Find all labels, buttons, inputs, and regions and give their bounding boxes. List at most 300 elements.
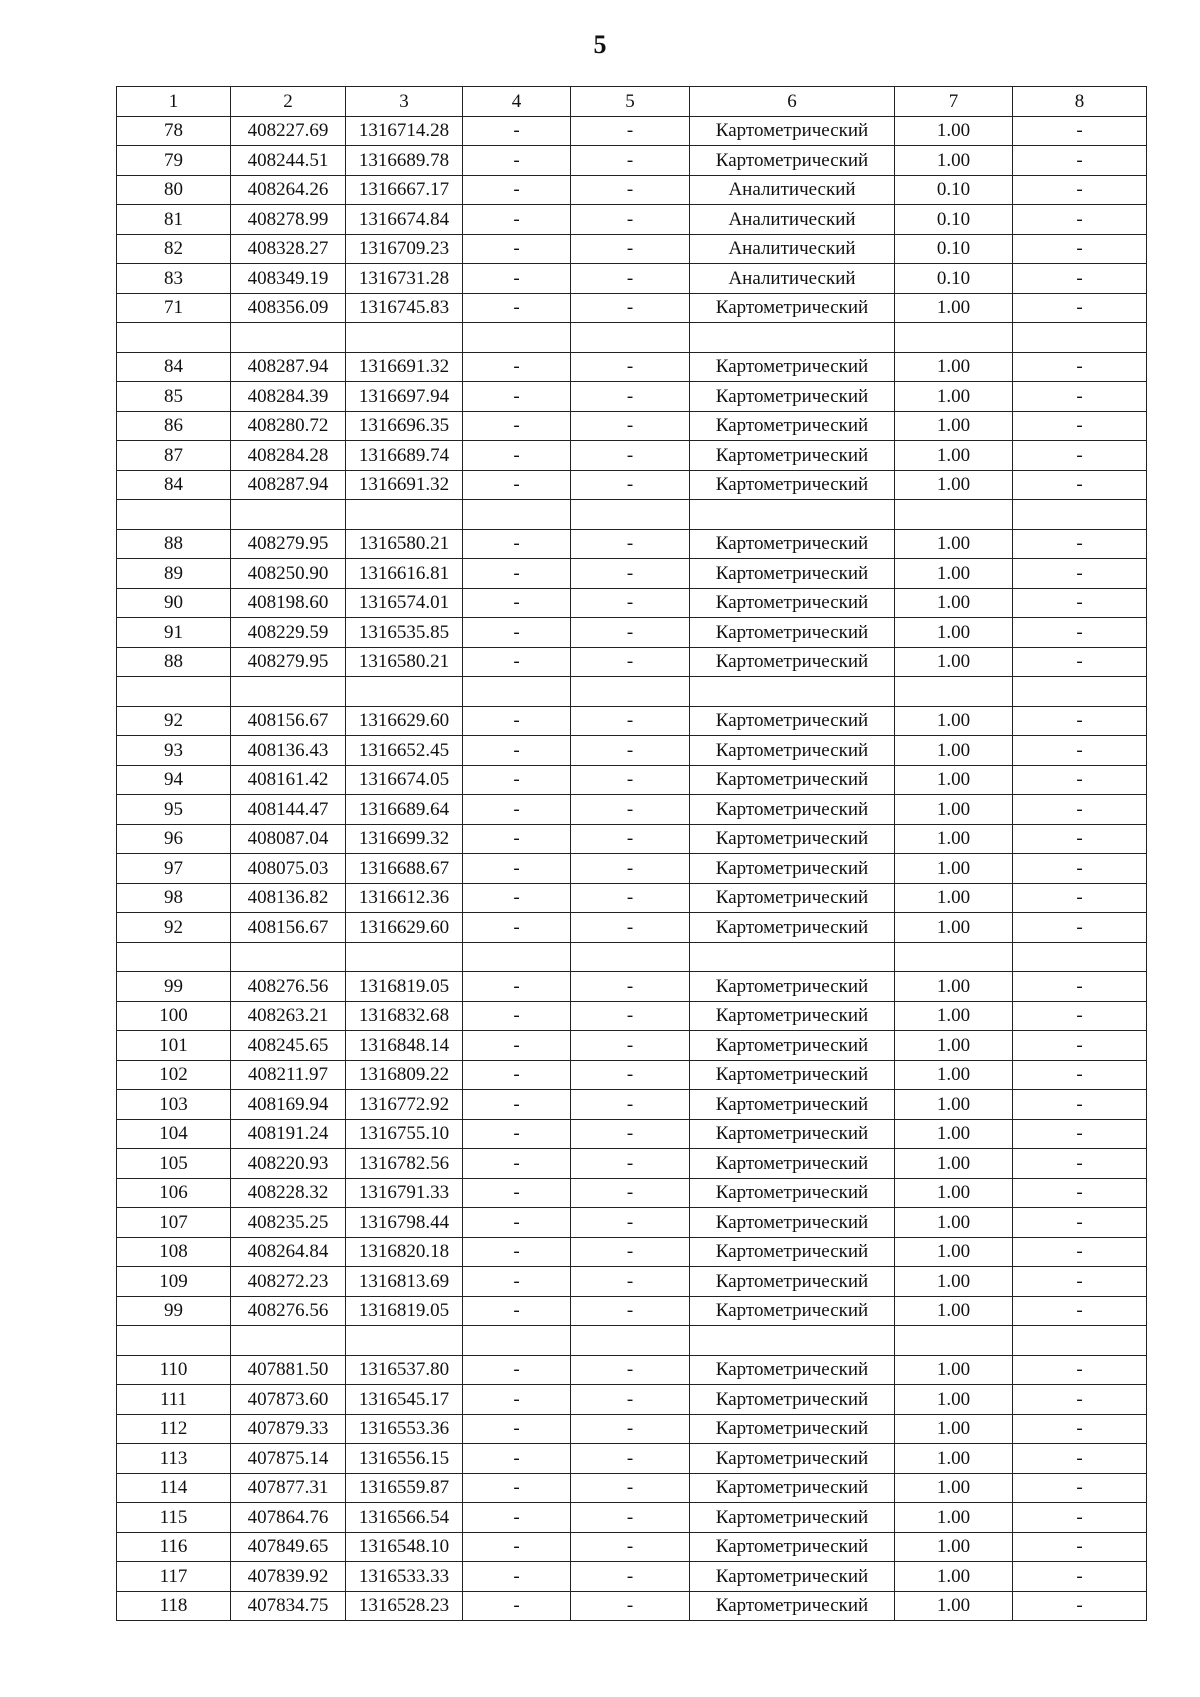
- table-cell: Картометрический: [690, 382, 895, 412]
- table-row: [117, 913, 1147, 943]
- table-cell: -: [571, 234, 690, 264]
- table-cell: -: [1013, 1296, 1147, 1326]
- table-cell: -: [1013, 1532, 1147, 1562]
- table-cell: -: [463, 146, 571, 176]
- table-cell: [117, 677, 231, 707]
- table-row: [117, 1119, 1147, 1149]
- table-cell: 107: [117, 1208, 231, 1238]
- table-cell: 1316689.74: [346, 441, 463, 471]
- table-cell: -: [571, 1237, 690, 1267]
- table-cell: 112: [117, 1414, 231, 1444]
- table-cell: -: [1013, 883, 1147, 913]
- table-row: [117, 795, 1147, 825]
- table-row: [117, 1296, 1147, 1326]
- table-cell: 91: [117, 618, 231, 648]
- table-cell: Картометрический: [690, 1178, 895, 1208]
- table-row: [117, 1503, 1147, 1533]
- table-cell: 1.00: [895, 1444, 1013, 1474]
- table-cell: -: [571, 529, 690, 559]
- table-cell: -: [463, 234, 571, 264]
- table-cell: 99: [117, 1296, 231, 1326]
- table-cell: 81: [117, 205, 231, 235]
- table-cell: -: [463, 1503, 571, 1533]
- table-cell: -: [571, 1178, 690, 1208]
- table-row: [117, 706, 1147, 736]
- table-cell: -: [463, 1591, 571, 1621]
- table-cell: 1316667.17: [346, 175, 463, 205]
- column-header: 8: [1013, 87, 1147, 117]
- table-cell: -: [463, 352, 571, 382]
- table-cell: -: [463, 1149, 571, 1179]
- table-cell: -: [1013, 765, 1147, 795]
- table-cell: -: [463, 264, 571, 294]
- table-cell: 408287.94: [231, 470, 346, 500]
- table-cell: 408227.69: [231, 116, 346, 146]
- table-cell: -: [571, 1149, 690, 1179]
- table-cell: 1316629.60: [346, 706, 463, 736]
- table-cell: [895, 500, 1013, 530]
- table-cell: 88: [117, 647, 231, 677]
- table-cell: -: [463, 411, 571, 441]
- table-cell: -: [463, 1178, 571, 1208]
- table-cell: [231, 1326, 346, 1356]
- table-cell: -: [463, 441, 571, 471]
- table-cell: 111: [117, 1385, 231, 1415]
- table-cell: Картометрический: [690, 1031, 895, 1061]
- table-cell: 1316832.68: [346, 1001, 463, 1031]
- table-cell: -: [463, 559, 571, 589]
- table-cell: Аналитический: [690, 205, 895, 235]
- table-cell: Картометрический: [690, 795, 895, 825]
- separator-row: [117, 323, 1147, 353]
- table-row: [117, 293, 1147, 323]
- table-cell: 407877.31: [231, 1473, 346, 1503]
- table-cell: 408228.32: [231, 1178, 346, 1208]
- table-cell: -: [1013, 824, 1147, 854]
- table-cell: -: [571, 588, 690, 618]
- table-cell: -: [463, 116, 571, 146]
- table-cell: 408229.59: [231, 618, 346, 648]
- table-cell: -: [1013, 1208, 1147, 1238]
- table-cell: 1316580.21: [346, 529, 463, 559]
- table-row: [117, 146, 1147, 176]
- table-row: [117, 205, 1147, 235]
- table-cell: 1.00: [895, 352, 1013, 382]
- table-cell: -: [463, 824, 571, 854]
- header-row: [117, 87, 1147, 117]
- table-cell: 408156.67: [231, 913, 346, 943]
- table-cell: -: [1013, 1001, 1147, 1031]
- table-cell: 1.00: [895, 795, 1013, 825]
- table-cell: 1.00: [895, 1355, 1013, 1385]
- table-cell: 1.00: [895, 146, 1013, 176]
- table-cell: 87: [117, 441, 231, 471]
- table-row: [117, 1060, 1147, 1090]
- table-cell: -: [571, 736, 690, 766]
- table-cell: 1316809.22: [346, 1060, 463, 1090]
- table-cell: -: [1013, 146, 1147, 176]
- table-cell: Картометрический: [690, 559, 895, 589]
- table-cell: 0.10: [895, 205, 1013, 235]
- table-cell: 118: [117, 1591, 231, 1621]
- table-cell: 88: [117, 529, 231, 559]
- table-cell: 1316612.36: [346, 883, 463, 913]
- table-cell: [231, 677, 346, 707]
- table-cell: 408235.25: [231, 1208, 346, 1238]
- table-cell: Картометрический: [690, 441, 895, 471]
- table-cell: -: [1013, 293, 1147, 323]
- table-cell: 408087.04: [231, 824, 346, 854]
- table-cell: Картометрический: [690, 1001, 895, 1031]
- table-cell: 83: [117, 264, 231, 294]
- table-row: [117, 1237, 1147, 1267]
- table-cell: 408191.24: [231, 1119, 346, 1149]
- table-cell: 408211.97: [231, 1060, 346, 1090]
- table-cell: -: [571, 205, 690, 235]
- table-cell: -: [463, 913, 571, 943]
- table-cell: -: [1013, 706, 1147, 736]
- table-row: [117, 647, 1147, 677]
- table-cell: 1.00: [895, 1267, 1013, 1297]
- table-cell: -: [571, 706, 690, 736]
- table-cell: 408356.09: [231, 293, 346, 323]
- table-cell: [895, 942, 1013, 972]
- table-cell: -: [463, 1060, 571, 1090]
- column-header: 3: [346, 87, 463, 117]
- table-row: [117, 1178, 1147, 1208]
- table-cell: -: [571, 1591, 690, 1621]
- table-cell: 99: [117, 972, 231, 1002]
- table-cell: Картометрический: [690, 972, 895, 1002]
- table-cell: 1.00: [895, 765, 1013, 795]
- table-row: [117, 1267, 1147, 1297]
- table-cell: 407879.33: [231, 1414, 346, 1444]
- table-cell: 117: [117, 1562, 231, 1592]
- table-cell: Картометрический: [690, 1414, 895, 1444]
- table-body: [117, 116, 1147, 1621]
- column-header: 1: [117, 87, 231, 117]
- table-cell: 1316782.56: [346, 1149, 463, 1179]
- table-cell: -: [463, 1031, 571, 1061]
- table-cell: Картометрический: [690, 1503, 895, 1533]
- table-cell: Картометрический: [690, 588, 895, 618]
- table-cell: -: [463, 382, 571, 412]
- table-cell: 408264.84: [231, 1237, 346, 1267]
- table-cell: 1316556.15: [346, 1444, 463, 1474]
- table-cell: -: [1013, 234, 1147, 264]
- table-cell: 0.10: [895, 234, 1013, 264]
- column-header: 7: [895, 87, 1013, 117]
- table-cell: 1316709.23: [346, 234, 463, 264]
- table-cell: 1316535.85: [346, 618, 463, 648]
- table-cell: Картометрический: [690, 913, 895, 943]
- table-row: [117, 765, 1147, 795]
- table-cell: -: [1013, 352, 1147, 382]
- table-cell: -: [571, 411, 690, 441]
- table-cell: 1316691.32: [346, 352, 463, 382]
- table-cell: -: [1013, 116, 1147, 146]
- table-cell: -: [1013, 382, 1147, 412]
- table-cell: [571, 323, 690, 353]
- table-cell: [1013, 500, 1147, 530]
- table-cell: -: [1013, 1119, 1147, 1149]
- table-cell: 1.00: [895, 1060, 1013, 1090]
- table-cell: [1013, 677, 1147, 707]
- table-row: [117, 116, 1147, 146]
- table-cell: Картометрический: [690, 529, 895, 559]
- table-cell: 98: [117, 883, 231, 913]
- table-cell: -: [463, 1090, 571, 1120]
- table-row: [117, 234, 1147, 264]
- table-cell: 1316528.23: [346, 1591, 463, 1621]
- table-cell: 1316714.28: [346, 116, 463, 146]
- table-cell: 102: [117, 1060, 231, 1090]
- table-cell: 1316689.64: [346, 795, 463, 825]
- table-cell: [231, 942, 346, 972]
- table-cell: 116: [117, 1532, 231, 1562]
- table-cell: -: [571, 1385, 690, 1415]
- table-cell: -: [463, 854, 571, 884]
- column-header: 2: [231, 87, 346, 117]
- table-cell: -: [1013, 1031, 1147, 1061]
- table-cell: 1.00: [895, 1532, 1013, 1562]
- table-cell: 1316772.92: [346, 1090, 463, 1120]
- table-cell: -: [571, 1090, 690, 1120]
- table-cell: 1.00: [895, 1296, 1013, 1326]
- table-cell: Картометрический: [690, 824, 895, 854]
- table-cell: [231, 500, 346, 530]
- table-cell: 109: [117, 1267, 231, 1297]
- table-cell: [231, 323, 346, 353]
- table-cell: -: [463, 588, 571, 618]
- table-cell: 1316548.10: [346, 1532, 463, 1562]
- table-cell: 408264.26: [231, 175, 346, 205]
- table-cell: 1.00: [895, 1208, 1013, 1238]
- table-cell: -: [571, 1355, 690, 1385]
- table-cell: 1316688.67: [346, 854, 463, 884]
- table-cell: -: [1013, 175, 1147, 205]
- table-row: [117, 1208, 1147, 1238]
- table-cell: 0.10: [895, 175, 1013, 205]
- table-cell: 1.00: [895, 1503, 1013, 1533]
- table-cell: 1.00: [895, 293, 1013, 323]
- table-cell: -: [463, 529, 571, 559]
- table-cell: -: [571, 795, 690, 825]
- table-cell: 1316553.36: [346, 1414, 463, 1444]
- page-number: 5: [593, 30, 607, 59]
- table-cell: 1.00: [895, 588, 1013, 618]
- table-row: [117, 264, 1147, 294]
- table-cell: 408144.47: [231, 795, 346, 825]
- table-cell: 1316580.21: [346, 647, 463, 677]
- table-cell: -: [463, 1473, 571, 1503]
- table-cell: -: [571, 1031, 690, 1061]
- table-row: [117, 1385, 1147, 1415]
- table-cell: -: [1013, 1149, 1147, 1179]
- table-cell: 106: [117, 1178, 231, 1208]
- table-cell: -: [463, 470, 571, 500]
- table-cell: -: [463, 795, 571, 825]
- table-cell: 1316848.14: [346, 1031, 463, 1061]
- table-cell: Картометрический: [690, 1355, 895, 1385]
- table-cell: Картометрический: [690, 1296, 895, 1326]
- table-cell: Картометрический: [690, 883, 895, 913]
- table-cell: [346, 677, 463, 707]
- table-cell: -: [463, 736, 571, 766]
- table-row: [117, 824, 1147, 854]
- table-cell: -: [571, 1444, 690, 1474]
- table-cell: 408279.95: [231, 529, 346, 559]
- table-cell: [117, 500, 231, 530]
- table-cell: -: [1013, 1355, 1147, 1385]
- table-cell: -: [463, 883, 571, 913]
- table-cell: 110: [117, 1355, 231, 1385]
- table-cell: -: [463, 1267, 571, 1297]
- table-row: [117, 883, 1147, 913]
- table-cell: -: [571, 1001, 690, 1031]
- table-cell: -: [571, 824, 690, 854]
- separator-row: [117, 942, 1147, 972]
- table-cell: 408276.56: [231, 972, 346, 1002]
- table-cell: -: [463, 1444, 571, 1474]
- table-cell: Картометрический: [690, 146, 895, 176]
- table-cell: 1316533.33: [346, 1562, 463, 1592]
- table-cell: 96: [117, 824, 231, 854]
- table-row: [117, 854, 1147, 884]
- table-cell: -: [571, 293, 690, 323]
- table-cell: -: [571, 470, 690, 500]
- column-header: 6: [690, 87, 895, 117]
- table-cell: 1.00: [895, 913, 1013, 943]
- table-cell: [463, 500, 571, 530]
- table-cell: -: [463, 1385, 571, 1415]
- table-cell: 408169.94: [231, 1090, 346, 1120]
- table-cell: Картометрический: [690, 352, 895, 382]
- table-cell: -: [1013, 264, 1147, 294]
- table-cell: -: [571, 1060, 690, 1090]
- table-row: [117, 1001, 1147, 1031]
- table-cell: 408328.27: [231, 234, 346, 264]
- table-cell: 1.00: [895, 1149, 1013, 1179]
- table-cell: 113: [117, 1444, 231, 1474]
- table-cell: Аналитический: [690, 264, 895, 294]
- table-cell: 95: [117, 795, 231, 825]
- column-header: 5: [571, 87, 690, 117]
- separator-row: [117, 677, 1147, 707]
- table-cell: -: [463, 765, 571, 795]
- table-row: [117, 1562, 1147, 1592]
- table-cell: 408245.65: [231, 1031, 346, 1061]
- table-cell: 408244.51: [231, 146, 346, 176]
- table-cell: -: [1013, 1473, 1147, 1503]
- table-cell: 1.00: [895, 470, 1013, 500]
- separator-row: [117, 500, 1147, 530]
- table-row: [117, 559, 1147, 589]
- table-cell: [346, 323, 463, 353]
- table-row: [117, 1149, 1147, 1179]
- table-cell: 1316820.18: [346, 1237, 463, 1267]
- table-cell: -: [1013, 1267, 1147, 1297]
- table-cell: [346, 1326, 463, 1356]
- table-row: [117, 1444, 1147, 1474]
- table-cell: [1013, 942, 1147, 972]
- table-cell: -: [1013, 1414, 1147, 1444]
- table-cell: -: [1013, 1385, 1147, 1415]
- table-cell: 408284.39: [231, 382, 346, 412]
- table-cell: 1316689.78: [346, 146, 463, 176]
- table-cell: 1.00: [895, 972, 1013, 1002]
- table-row: [117, 175, 1147, 205]
- table-cell: -: [571, 175, 690, 205]
- table-cell: 1.00: [895, 382, 1013, 412]
- table-cell: Картометрический: [690, 1149, 895, 1179]
- table-cell: 86: [117, 411, 231, 441]
- table-cell: -: [571, 441, 690, 471]
- table-cell: [690, 323, 895, 353]
- table-cell: -: [1013, 1444, 1147, 1474]
- table-cell: [463, 942, 571, 972]
- table-cell: Картометрический: [690, 854, 895, 884]
- table-cell: Картометрический: [690, 1119, 895, 1149]
- table-cell: 1316629.60: [346, 913, 463, 943]
- table-cell: 1.00: [895, 559, 1013, 589]
- table-cell: [346, 942, 463, 972]
- table-cell: [1013, 1326, 1147, 1356]
- table-cell: 408263.21: [231, 1001, 346, 1031]
- table-cell: -: [571, 382, 690, 412]
- table-cell: 71: [117, 293, 231, 323]
- table-cell: 1.00: [895, 1591, 1013, 1621]
- table-cell: 84: [117, 352, 231, 382]
- table-row: [117, 382, 1147, 412]
- table-cell: [895, 677, 1013, 707]
- table-cell: 408220.93: [231, 1149, 346, 1179]
- table-cell: 105: [117, 1149, 231, 1179]
- table-cell: 1.00: [895, 116, 1013, 146]
- table-cell: -: [463, 1296, 571, 1326]
- table-cell: -: [463, 1562, 571, 1592]
- table-cell: 78: [117, 116, 231, 146]
- table-cell: 103: [117, 1090, 231, 1120]
- table-cell: Картометрический: [690, 1473, 895, 1503]
- table-cell: Картометрический: [690, 647, 895, 677]
- table-cell: [895, 1326, 1013, 1356]
- table-cell: -: [1013, 736, 1147, 766]
- table-cell: Картометрический: [690, 736, 895, 766]
- table-cell: -: [571, 1503, 690, 1533]
- table-cell: 408280.72: [231, 411, 346, 441]
- table-cell: -: [571, 1208, 690, 1238]
- table-cell: Картометрический: [690, 1591, 895, 1621]
- table-cell: [463, 1326, 571, 1356]
- table-cell: 85: [117, 382, 231, 412]
- table-cell: 1316819.05: [346, 1296, 463, 1326]
- column-header: 4: [463, 87, 571, 117]
- table-cell: 1316674.84: [346, 205, 463, 235]
- table-cell: -: [571, 972, 690, 1002]
- table-cell: 1316674.05: [346, 765, 463, 795]
- table-cell: 1.00: [895, 1031, 1013, 1061]
- table-cell: 1.00: [895, 411, 1013, 441]
- table-cell: Картометрический: [690, 411, 895, 441]
- table-cell: -: [1013, 1503, 1147, 1533]
- table-cell: 407839.92: [231, 1562, 346, 1592]
- table-cell: Картометрический: [690, 1532, 895, 1562]
- table-cell: [117, 323, 231, 353]
- table-cell: 1.00: [895, 706, 1013, 736]
- table-cell: 1316691.32: [346, 470, 463, 500]
- table-cell: Картометрический: [690, 618, 895, 648]
